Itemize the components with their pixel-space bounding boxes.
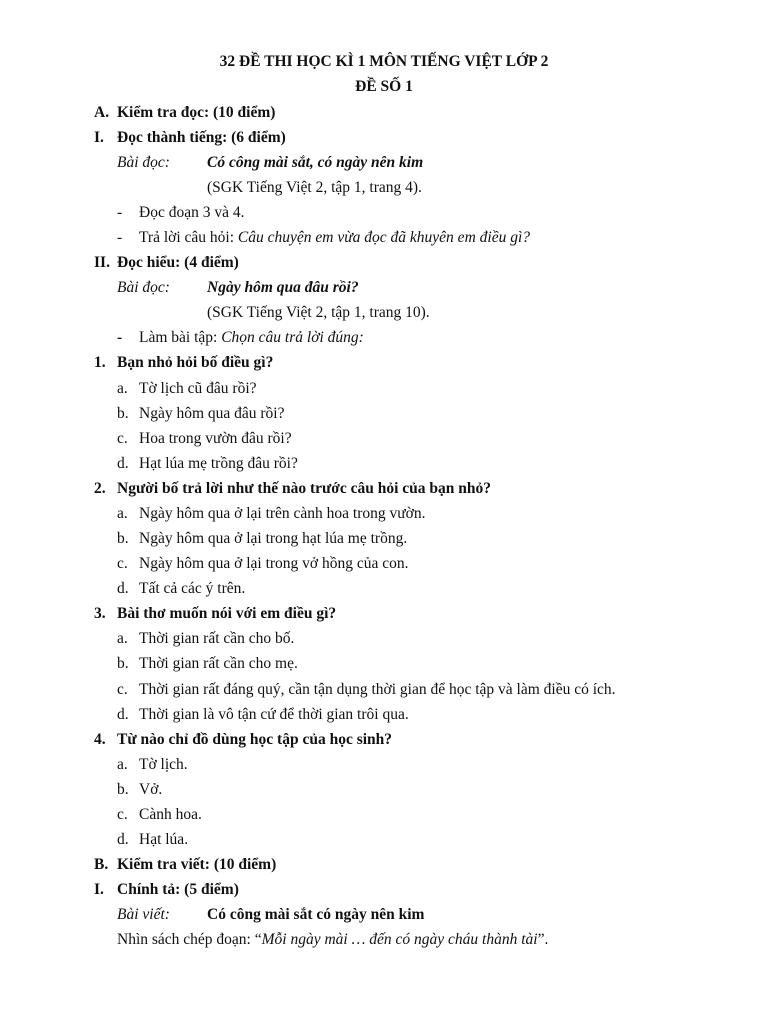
- option-text: Tờ lịch cũ đâu rồi?: [139, 380, 257, 397]
- part-b-i-heading: [94, 880, 239, 900]
- instruction-prefix: Nhìn sách chép đoạn: “: [117, 931, 262, 948]
- question-number: 3.: [94, 605, 106, 622]
- answer-option: [117, 504, 426, 524]
- option-letter: c.: [117, 430, 128, 447]
- option-letter: a.: [117, 630, 128, 647]
- option-letter: b.: [117, 781, 129, 798]
- question-text: Bài thơ muốn nói với em điều gì?: [117, 605, 337, 622]
- option-letter: c.: [117, 681, 128, 698]
- question-text: Từ nào chỉ đồ dùng học tập của học sinh?: [117, 731, 393, 748]
- section-a-label: Kiểm tra đọc: (10 điểm): [117, 104, 276, 121]
- answer-option: [117, 629, 295, 649]
- question-number: 4.: [94, 731, 106, 748]
- part-b-i-marker: I.: [94, 881, 104, 898]
- answer-option: [117, 654, 298, 674]
- option-letter: a.: [117, 505, 128, 522]
- option-text: Tất cả các ý trên.: [139, 580, 246, 597]
- writing-title: Có công mài sắt có ngày nên kim: [207, 906, 425, 923]
- section-b-label: Kiểm tra viết: (10 điểm): [117, 856, 277, 873]
- option-text: Tờ lịch.: [139, 756, 188, 773]
- task-item: [117, 228, 530, 248]
- answer-option: [117, 805, 202, 825]
- instruction-suffix: ”.: [537, 931, 549, 948]
- answer-option: [117, 554, 409, 574]
- option-text: Hạt lúa.: [139, 831, 189, 848]
- document-title: 32 ĐỀ THI HỌC KÌ 1 MÔN TIẾNG VIỆT LỚP 2: [219, 53, 549, 70]
- option-letter: d.: [117, 831, 129, 848]
- question-heading: [94, 353, 274, 373]
- task-item: [117, 328, 364, 348]
- instruction-quote: Mỗi ngày mài … đến có ngày cháu thành tài: [261, 931, 538, 948]
- option-text: Ngày hôm qua ở lại trong hạt lúa mẹ trồng.: [139, 530, 408, 547]
- reading-title-1: Có công mài sắt, có ngày nên kim: [207, 154, 424, 171]
- answer-option: [117, 680, 616, 700]
- option-letter: a.: [117, 756, 128, 773]
- option-text: Vở.: [139, 781, 163, 798]
- reading-source-2: (SGK Tiếng Việt 2, tập 1, trang 10).: [207, 304, 430, 321]
- part-i-label: Đọc thành tiếng: (6 điểm): [117, 129, 286, 146]
- option-text: Thời gian rất cần cho mẹ.: [139, 655, 298, 672]
- option-letter: c.: [117, 806, 128, 823]
- option-text: Hạt lúa mẹ trồng đâu rồi?: [139, 455, 298, 472]
- part-ii-label: Đọc hiểu: (4 điểm): [117, 254, 239, 271]
- writing-label: Bài viết:: [117, 906, 170, 923]
- option-text: Hoa trong vườn đâu rồi?: [139, 430, 292, 447]
- section-b-marker: B.: [94, 856, 109, 873]
- task-text: [139, 203, 244, 223]
- section-b-heading: [94, 855, 277, 875]
- option-letter: d.: [117, 455, 129, 472]
- part-ii-marker: II.: [94, 254, 110, 271]
- reading-label-2: Bài đọc:: [117, 279, 170, 296]
- question-number: 2.: [94, 480, 106, 497]
- answer-option: [117, 755, 188, 775]
- option-text: Cành hoa.: [139, 806, 202, 823]
- task-text: [139, 328, 364, 348]
- question-heading: [94, 479, 492, 499]
- answer-option: [117, 404, 285, 424]
- answer-option: [117, 780, 163, 800]
- answer-option: [117, 379, 257, 399]
- option-letter: d.: [117, 706, 129, 723]
- task-text-plain: Đọc đoạn 3 và 4.: [139, 204, 245, 221]
- answer-option: [117, 529, 408, 549]
- question-number: 1.: [94, 354, 106, 371]
- part-i-heading: [94, 128, 286, 148]
- option-letter: d.: [117, 580, 129, 597]
- copy-instruction: [117, 930, 548, 950]
- option-letter: b.: [117, 530, 129, 547]
- part-ii-heading: [94, 253, 239, 273]
- option-text: Thời gian là vô tận cứ để thời gian trôi qua.: [139, 706, 409, 723]
- task-text-plain: Làm bài tập:: [139, 329, 222, 346]
- option-text: Ngày hôm qua ở lại trong vở hồng của con.: [139, 555, 409, 572]
- task-item: [117, 203, 245, 223]
- task-text-plain: Trả lời câu hỏi:: [139, 229, 238, 246]
- option-text: Ngày hôm qua đâu rồi?: [139, 405, 285, 422]
- question-text: Người bố trả lời như thế nào trước câu hỏi của bạn nhỏ?: [117, 480, 492, 497]
- section-a-marker: A.: [94, 104, 110, 121]
- question-heading: [94, 604, 337, 624]
- option-text: Ngày hôm qua ở lại trên cành hoa trong vườn.: [139, 505, 426, 522]
- option-letter: b.: [117, 405, 129, 422]
- option-text: Thời gian rất đáng quý, cần tận dụng thời gian để học tập và làm điều có ích.: [139, 681, 616, 698]
- task-bullet: -: [117, 204, 123, 221]
- answer-option: [117, 579, 246, 599]
- reading-source-1: (SGK Tiếng Việt 2, tập 1, trang 4).: [207, 179, 422, 196]
- reading-title-2: Ngày hôm qua đâu rồi?: [207, 279, 359, 296]
- option-letter: a.: [117, 380, 128, 397]
- answer-option: [117, 454, 298, 474]
- task-text-italic: Chọn câu trả lời đúng:: [221, 329, 364, 346]
- answer-option: [117, 705, 409, 725]
- question-text: Bạn nhỏ hỏi bố điều gì?: [117, 354, 274, 371]
- section-a-heading: [94, 103, 276, 123]
- option-text: Thời gian rất cần cho bố.: [139, 630, 295, 647]
- option-letter: b.: [117, 655, 129, 672]
- part-b-i-label: Chính tả: (5 điểm): [117, 881, 239, 898]
- task-bullet: -: [117, 229, 123, 246]
- task-text: [139, 228, 530, 248]
- document-subtitle: ĐỀ SỐ 1: [355, 78, 413, 95]
- reading-label-1: Bài đọc:: [117, 154, 170, 171]
- option-letter: c.: [117, 555, 128, 572]
- answer-option: [117, 429, 292, 449]
- task-bullet: -: [117, 329, 123, 346]
- question-heading: [94, 730, 393, 750]
- answer-option: [117, 830, 189, 850]
- task-text-italic: Câu chuyện em vừa đọc đã khuyên em điều gì?: [237, 229, 530, 246]
- part-i-marker: I.: [94, 129, 104, 146]
